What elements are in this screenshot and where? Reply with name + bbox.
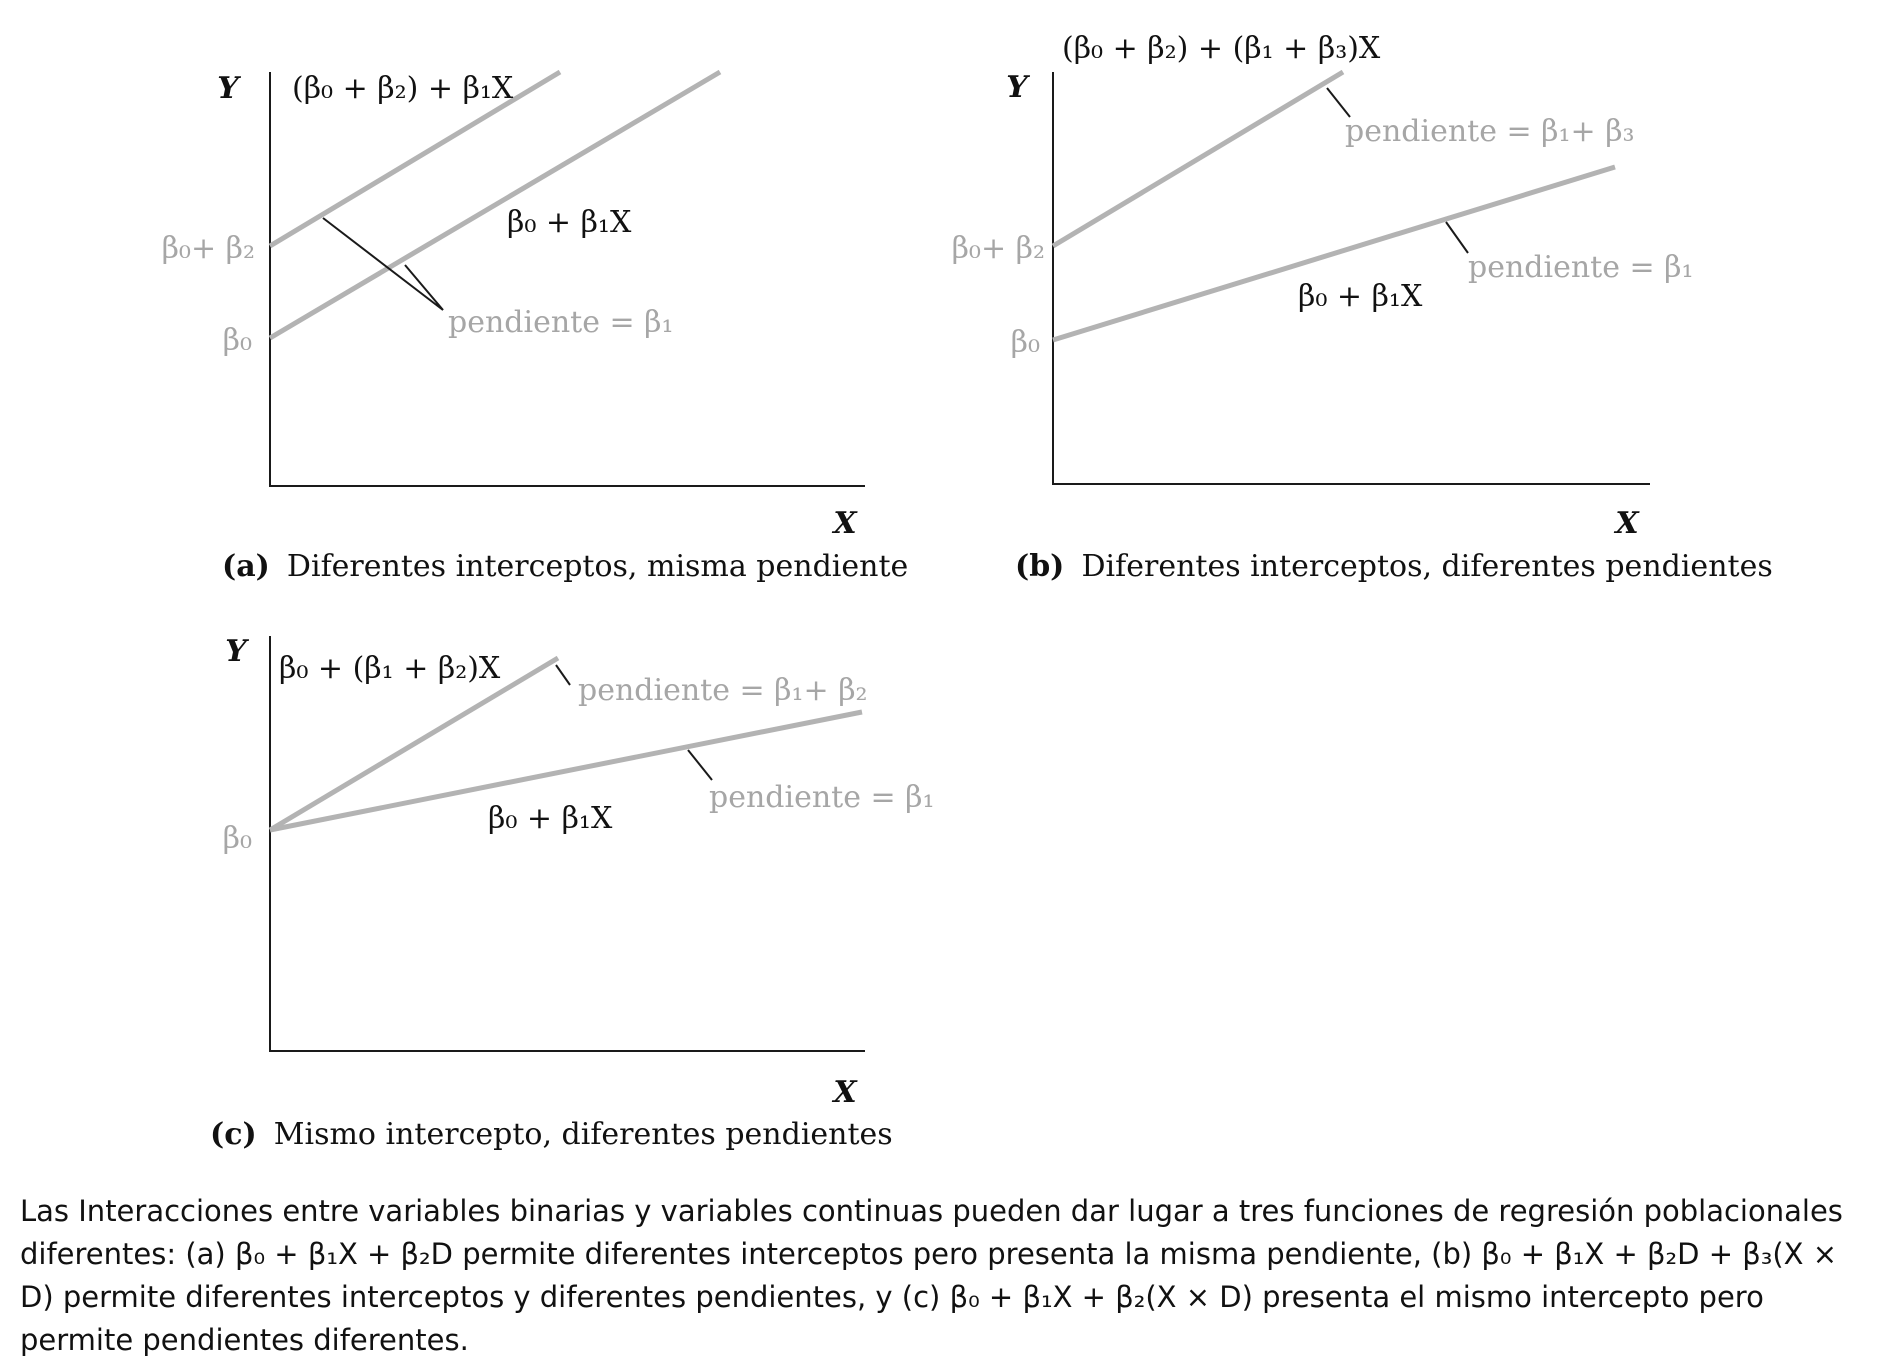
panel-b-x-axis-label: X xyxy=(1615,506,1639,541)
panel-b-lower-slope-label: pendiente = β₁ xyxy=(1468,250,1694,285)
panel-b-y-axis-label: Y xyxy=(1006,70,1028,105)
panel-b-upper-slope-label: pendiente = β₁+ β₃ xyxy=(1345,114,1635,149)
panel-c-caption-letter: (c) xyxy=(210,1117,257,1152)
panel-c-upper-line-label: β₀ + (β₁ + β₂)X xyxy=(279,651,501,686)
panel-b-caption-text: Diferentes interceptos, diferentes pendientes xyxy=(1081,549,1773,584)
panel-b-lower-slope-leader xyxy=(1446,222,1468,253)
panel-b xyxy=(952,31,1773,584)
panel-a-upper-line-label: (β₀ + β₂) + β₁X xyxy=(292,71,514,106)
panel-c-caption xyxy=(210,1117,893,1152)
panel-c-lower-slope-leader xyxy=(688,750,712,780)
panel-a-lower-intercept-label: β₀ xyxy=(222,323,252,358)
panel-a-slope-label: pendiente = β₁ xyxy=(448,305,674,340)
panel-a-axes xyxy=(270,72,865,486)
panel-c-lower-slope-label: pendiente = β₁ xyxy=(709,780,935,815)
panel-c-upper-slope-leader xyxy=(556,665,570,685)
panel-c-x-axis-label: X xyxy=(833,1075,857,1110)
panel-b-lower-line-label: β₀ + β₁X xyxy=(1298,279,1423,314)
panel-c-intercept-label: β₀ xyxy=(222,821,252,856)
panel-c-upper-slope-label: pendiente = β₁+ β₂ xyxy=(578,673,868,708)
panel-a-caption xyxy=(222,549,908,584)
panel-b-upper-line xyxy=(1053,72,1343,246)
panel-b-upper-line-label: (β₀ + β₂) + (β₁ + β₃)X xyxy=(1062,31,1381,66)
panel-b-upper-slope-leader xyxy=(1327,88,1350,117)
panel-b-caption-letter: (b) xyxy=(1015,549,1065,584)
panel-c xyxy=(210,634,935,1152)
panel-a xyxy=(162,71,909,584)
panel-c-y-axis-label: Y xyxy=(225,634,247,669)
panel-a-lower-line-label: β₀ + β₁X xyxy=(507,205,632,240)
panel-a-upper-intercept-label: β₀+ β₂ xyxy=(161,231,255,266)
panel-b-caption xyxy=(1015,549,1773,584)
panel-b-upper-intercept-label: β₀+ β₂ xyxy=(951,231,1045,266)
panel-a-x-axis-label: X xyxy=(833,506,857,541)
panel-c-caption-text: Mismo intercepto, diferentes pendientes xyxy=(273,1117,893,1152)
figure-caption: Las Interacciones entre variables binarias y variables continuas pueden dar lugar a tres funciones de regresión poblacionales diferentes: (a) β₀ + β₁X + β₂D permite diferentes interceptos pero presenta la misma pendiente, (b) β₀ + β₁X + β₂D + β₃(X × D) permite diferentes interceptos y diferentes pendientes, y (c) β₀ + β₁X + β₂(X × D) presenta el mismo intercepto pero permite pendientes diferentes. xyxy=(20,1194,1843,1357)
panel-c-lower-line-label: β₀ + β₁X xyxy=(488,801,613,836)
panel-b-lower-intercept-label: β₀ xyxy=(1010,325,1040,360)
panel-a-caption-text: Diferentes interceptos, misma pendiente xyxy=(286,549,909,584)
panel-a-caption-letter: (a) xyxy=(222,549,270,584)
panel-a-y-axis-label: Y xyxy=(217,71,239,106)
